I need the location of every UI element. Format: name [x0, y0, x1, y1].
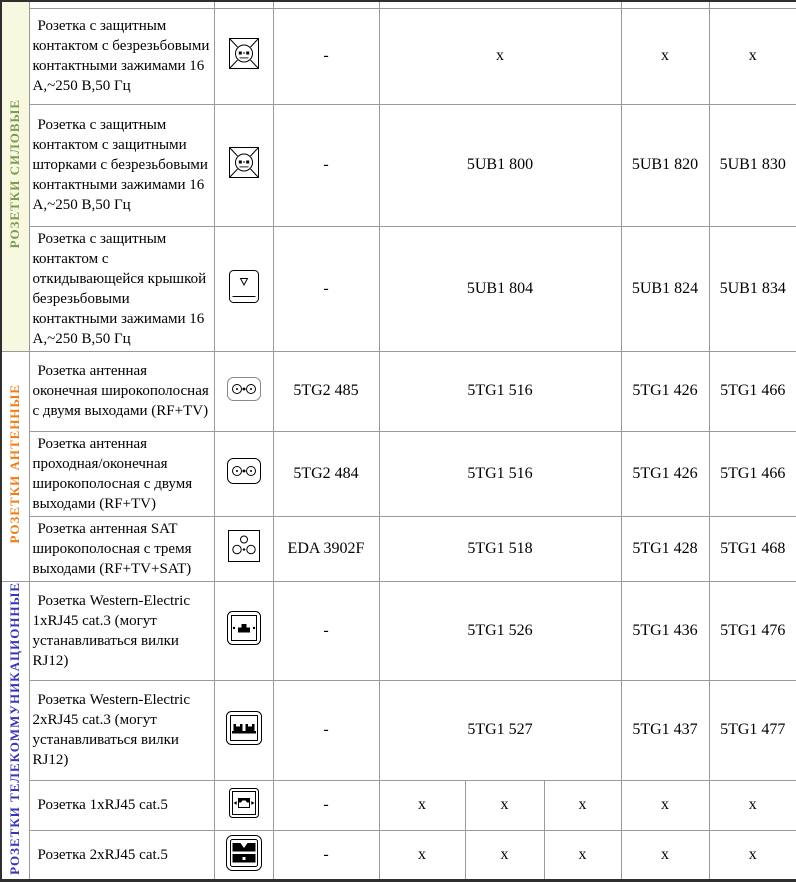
icon-cell: [214, 104, 273, 226]
code-cell: x: [465, 780, 544, 830]
table-row: [1, 780, 796, 830]
schuko-socket-icon: [229, 38, 259, 69]
code-cell: x: [544, 780, 621, 830]
code-cell: -: [273, 681, 379, 781]
code-cell: 5UB1 824: [621, 226, 709, 351]
code-cell: 5TG1 476: [709, 581, 796, 681]
section-telecom-sockets: [1, 581, 29, 881]
section-telecom-label: РОЗЕТКИ ТЕЛЕКОММУНИКАЦИОННЫЕ: [7, 581, 23, 875]
icon-cell: [214, 8, 273, 104]
table-row: [1, 8, 796, 104]
icon-cell: [214, 226, 273, 351]
antenna-rf-tv-end-icon: [227, 377, 261, 401]
table-row: [1, 681, 796, 781]
antenna-rf-tv-through-icon: [227, 458, 261, 484]
code-cell: 5TG1 468: [709, 516, 796, 581]
table-row: [1, 516, 796, 581]
rj45-double-cat5-icon: [226, 835, 262, 871]
icon-cell: [214, 780, 273, 830]
code-cell: -: [273, 780, 379, 830]
code-cell: x: [621, 8, 709, 104]
code-cell: 5TG1 466: [709, 351, 796, 431]
section-antenna-label: РОЗЕТКИ АНТЕННЫЕ: [7, 383, 23, 544]
product-description: Розетка с защитным контактом с безрезьбовыми контактными зажимами 16 А,~250 В,50 Гц: [29, 8, 214, 104]
code-cell: 5TG1 426: [621, 431, 709, 516]
product-description: Розетка Western-Electric 1xRJ45 cat.3 (могут устанавливаться вилки RJ12): [29, 581, 214, 681]
code-cell: 5TG1 518: [379, 516, 621, 581]
product-description: Розетка антенная проходная/оконечная широкополосная с двумя выходами (RF+TV): [29, 431, 214, 516]
icon-cell: [214, 431, 273, 516]
code-cell: 5UB1 820: [621, 104, 709, 226]
code-cell: x: [621, 780, 709, 830]
schuko-socket-shutters-icon: [229, 147, 259, 178]
product-description: Розетка с защитным контактом с защитными шторками с безрезьбовыми контактными зажимами 16 А,~250 В,50 Гц: [29, 104, 214, 226]
code-cell: x: [379, 8, 621, 104]
code-cell: 5TG1 466: [709, 431, 796, 516]
table-row-partial: [1, 1, 796, 8]
empty-cell: [709, 1, 796, 8]
section-power-sockets: [1, 1, 29, 351]
section-power-label: РОЗЕТКИ СИЛОВЫЕ: [7, 99, 23, 249]
icon-cell: [214, 581, 273, 681]
code-cell: x: [709, 780, 796, 830]
code-cell: x: [379, 830, 465, 880]
socket-hinged-lid-icon: [229, 270, 259, 303]
code-cell: EDA 3902F: [273, 516, 379, 581]
product-description: Розетка 1xRJ45 cat.5: [29, 780, 214, 830]
product-description: Розетка с защитным контактом с откидывающейся крышкой безрезьбовыми контактными зажимами 16 А,~250 В,50 Гц: [29, 226, 214, 351]
empty-cell: [621, 1, 709, 8]
code-cell: x: [544, 830, 621, 880]
antenna-sat-icon: [228, 530, 260, 562]
code-cell: 5TG2 485: [273, 351, 379, 431]
icon-cell: [214, 681, 273, 781]
empty-cell: [379, 1, 621, 8]
code-cell: 5TG1 526: [379, 581, 621, 681]
code-cell: x: [621, 830, 709, 880]
product-description: Розетка Western-Electric 2xRJ45 cat.3 (могут устанавливаться вилки RJ12): [29, 681, 214, 781]
rj45-single-cat3-icon: [227, 611, 261, 645]
table-row: [1, 830, 796, 880]
code-cell: 5UB1 830: [709, 104, 796, 226]
code-cell: 5TG1 516: [379, 431, 621, 516]
code-cell: 5TG1 437: [621, 681, 709, 781]
product-description: Розетка антенная оконечная широкополосная с двумя выходами (RF+TV): [29, 351, 214, 431]
code-cell: -: [273, 8, 379, 104]
code-cell: 5TG1 426: [621, 351, 709, 431]
code-cell: -: [273, 226, 379, 351]
product-description: Розетка 2xRJ45 cat.5: [29, 830, 214, 880]
empty-cell: [29, 1, 214, 8]
empty-cell: [273, 1, 379, 8]
code-cell: 5TG2 484: [273, 431, 379, 516]
code-cell: 5UB1 834: [709, 226, 796, 351]
code-cell: -: [273, 104, 379, 226]
code-cell: 5TG1 477: [709, 681, 796, 781]
table-row: [1, 104, 796, 226]
code-cell: 5TG1 428: [621, 516, 709, 581]
code-cell: x: [709, 830, 796, 880]
section-antenna-sockets: [1, 351, 29, 581]
table-row: [1, 581, 796, 681]
code-cell: 5UB1 804: [379, 226, 621, 351]
code-cell: 5TG1 516: [379, 351, 621, 431]
code-cell: x: [465, 830, 544, 880]
code-cell: -: [273, 581, 379, 681]
code-cell: 5UB1 800: [379, 104, 621, 226]
empty-cell: [214, 1, 273, 8]
icon-cell: [214, 516, 273, 581]
table-row: [1, 226, 796, 351]
rj45-single-cat5-icon: [229, 788, 259, 818]
code-cell: 5TG1 436: [621, 581, 709, 681]
code-cell: 5TG1 527: [379, 681, 621, 781]
product-description: Розетка антенная SAT широкополосная с тремя выходами (RF+TV+SAT): [29, 516, 214, 581]
table-row: [1, 431, 796, 516]
table-row: [1, 351, 796, 431]
code-cell: x: [379, 780, 465, 830]
rj45-double-cat3-icon: [226, 711, 262, 745]
icon-cell: [214, 351, 273, 431]
code-cell: -: [273, 830, 379, 880]
code-cell: x: [709, 8, 796, 104]
icon-cell: [214, 830, 273, 880]
